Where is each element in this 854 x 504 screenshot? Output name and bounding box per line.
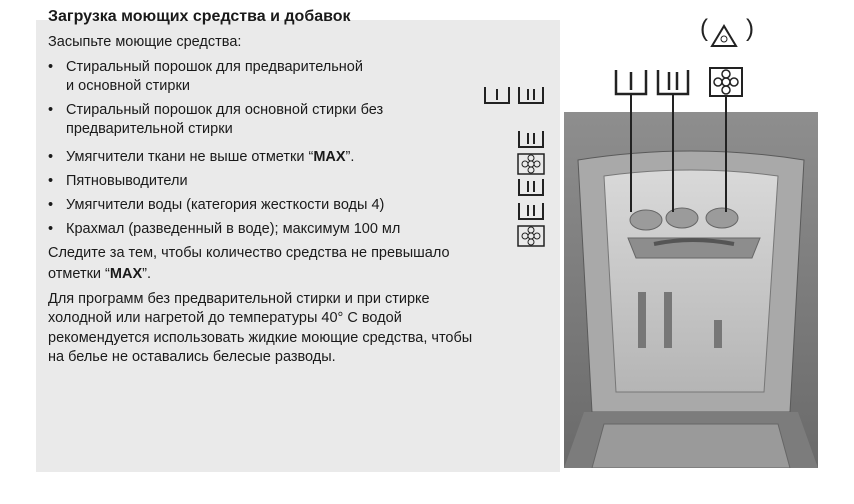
paragraph-line: Для программ без предварительной стирки и при стирке bbox=[48, 291, 430, 307]
section-title: Загрузка моющих средства и добавок bbox=[48, 8, 351, 25]
compartment-I-icon bbox=[482, 84, 512, 106]
bullet-dot: • bbox=[48, 149, 54, 165]
bullet-dot: • bbox=[48, 102, 54, 118]
list-item-text: предварительной стирки bbox=[66, 121, 233, 137]
triangle-cl-icon bbox=[700, 15, 754, 46]
compartment-II-icon bbox=[516, 84, 546, 106]
paragraph-line: холодной или нагретой до температуры 40° С водой bbox=[48, 310, 402, 326]
compartment-II-icon bbox=[516, 128, 546, 150]
paragraph-line bbox=[48, 265, 151, 284]
list-item-text: Стиральный порошок для предварительной bbox=[66, 59, 363, 75]
list-item-text bbox=[66, 148, 354, 167]
paragraph-line: на белье не оставались белесые разводы. bbox=[48, 349, 336, 365]
washer-dispenser-photo bbox=[564, 112, 818, 468]
max-label: MAX bbox=[109, 266, 143, 282]
list-item-text-post: ”. bbox=[345, 149, 355, 165]
bullet-dot: • bbox=[48, 197, 54, 213]
list-item-text: и основной стирки bbox=[66, 78, 190, 94]
paragraph-line: рекомендуется использовать жидкие моющие средства, чтобы bbox=[48, 330, 473, 346]
compartment-II-icon bbox=[516, 176, 546, 198]
paragraph-line: Следите за тем, чтобы количество средства не превышало bbox=[48, 245, 450, 261]
compartment-I-icon bbox=[616, 70, 646, 94]
list-item-text: Пятновыводители bbox=[66, 173, 188, 189]
bullet-dot: • bbox=[48, 173, 54, 189]
svg-text:(: ( bbox=[700, 15, 708, 42]
max-label: MAX bbox=[313, 149, 346, 165]
list-item-text: Стиральный порошок для основной стирки без bbox=[66, 102, 384, 118]
paragraph-text-pre: отметки “ bbox=[48, 266, 110, 282]
compartment-II-icon bbox=[516, 200, 546, 222]
list-item-text: Умягчители воды (категория жесткости воды 4) bbox=[66, 197, 385, 213]
bullet-dot: • bbox=[48, 221, 54, 237]
list-item-text-pre: Умягчители ткани не выше отметки “ bbox=[66, 149, 314, 165]
paragraph-text-post: ”. bbox=[142, 266, 151, 282]
flower-icon bbox=[710, 68, 742, 96]
intro-text: Засыпьте моющие средства: bbox=[48, 34, 242, 50]
compartment-symbols bbox=[600, 8, 770, 114]
flower-icon bbox=[516, 152, 546, 176]
bullet-dot: • bbox=[48, 59, 54, 75]
flower-icon bbox=[516, 224, 546, 248]
svg-text:): ) bbox=[746, 15, 754, 42]
list-item-text: Крахмал (разведенный в воде); максимум 100 мл bbox=[66, 221, 401, 237]
compartment-II-icon bbox=[658, 70, 688, 94]
